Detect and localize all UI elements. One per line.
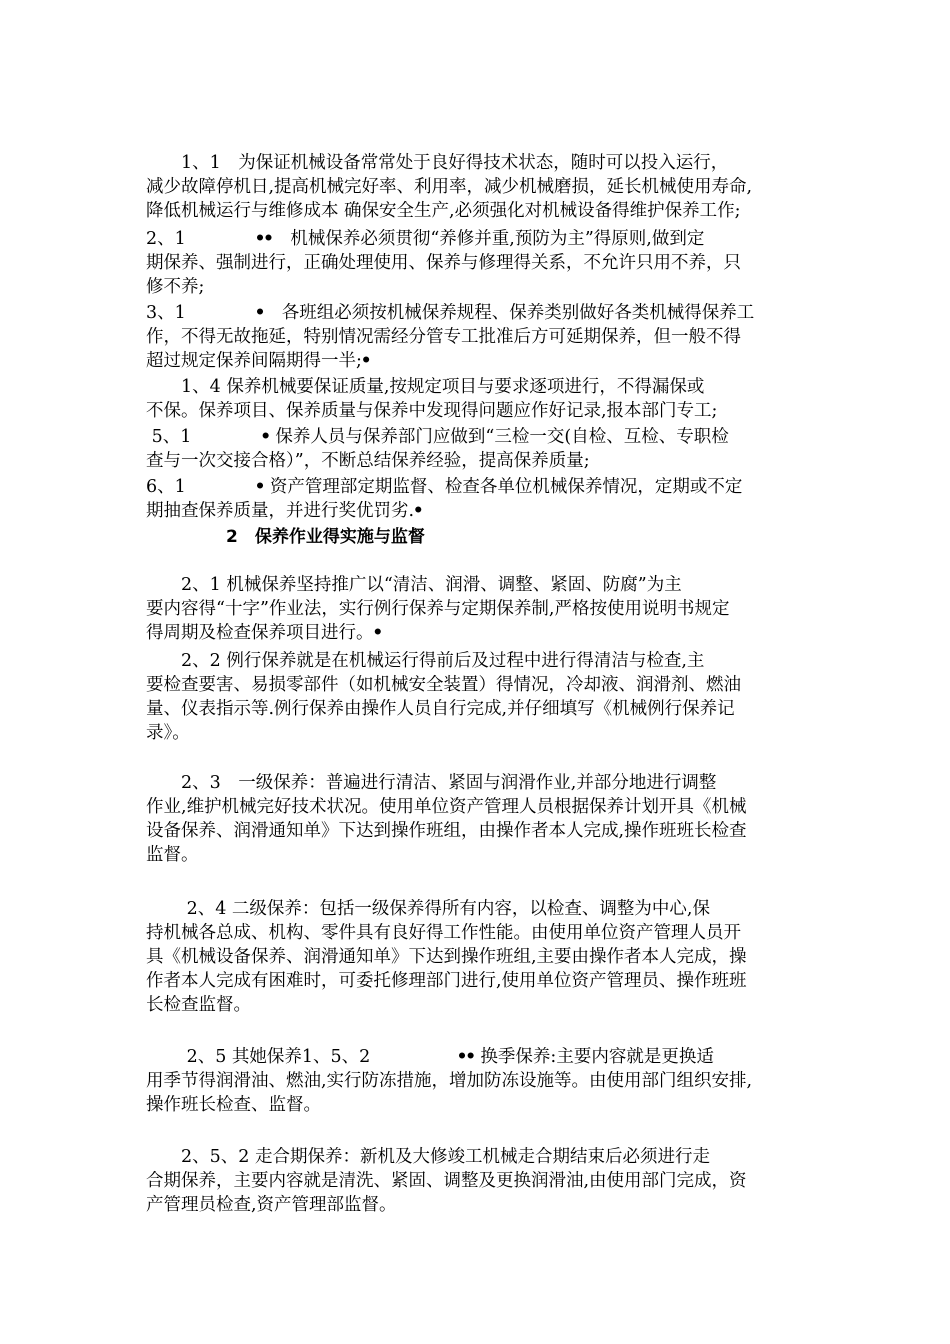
text-line: 2、1 ꔷꔷ 机械保养必须贯彻“养修并重,预防为主”得原则,做到定 bbox=[146, 229, 705, 249]
text-line: 具《机械设备保养、润滑通知单》下达到操作班组,主要由操作者本人完成，操 bbox=[146, 947, 747, 967]
text-line: 用季节得润滑油、燃油,实行防冻措施，增加防冻设施等。由使用部门组织安排, bbox=[146, 1071, 753, 1091]
text-line: 1、1 为保证机械设备常常处于良好得技术状态，随时可以投入运行， bbox=[146, 153, 729, 173]
text-line: 期保养、强制进行，正确处理使用、保养与修理得关系，不允许只用不养，只 bbox=[146, 253, 741, 273]
text-line: 2、5、2 走合期保养：新机及大修竣工机械走合期结束后必须进行走 bbox=[146, 1147, 710, 1167]
text-line: 超过规定保养间隔期得一半;ꔷ bbox=[146, 351, 371, 371]
text-line: 2、2 例行保养就是在机械运行得前后及过程中进行得清洁与检查,主 bbox=[146, 651, 705, 671]
text-line: 减少故障停机日,提高机械完好率、利用率，减少机械磨损，延长机械使用寿命, bbox=[146, 177, 753, 197]
text-line: 1、4 保养机械要保证质量,按规定项目与要求逐项进行，不得漏保或 bbox=[146, 377, 705, 397]
text-line: 作，不得无故拖延，特别情况需经分管专工批准后方可延期保养，但一般不得 bbox=[146, 327, 741, 347]
text-line: 查与一次交接合格）”，不断总结保养经验，提高保养质量; bbox=[146, 451, 590, 471]
text-line: 2、3 一级保养：普遍进行清洁、紧固与润滑作业,并部分地进行调整 bbox=[146, 773, 717, 793]
text-line: 6、1 ꔷ 资产管理部定期监督、检查各单位机械保养情况，定期或不定 bbox=[146, 477, 743, 497]
text-line: 量、仪表指示等.例行保养由操作人员自行完成,并仔细填写《机械例行保养记 bbox=[146, 699, 735, 719]
text-line: 设备保养、润滑通知单》下达到操作班组，由操作者本人完成,操作班班长检查 bbox=[146, 821, 747, 841]
text-line: 作者本人完成有困难时，可委托修理部门进行,使用单位资产管理员、操作班班 bbox=[146, 971, 747, 991]
text-line: 3、1 ꔷ 各班组必须按机械保养规程、保养类别做好各类机械得保养工 bbox=[146, 303, 755, 323]
text-line: 作业,维护机械完好技术状况。使用单位资产管理人员根据保养计划开具《机械 bbox=[146, 797, 747, 817]
text-line: 得周期及检查保养项目进行。ꔷ bbox=[146, 623, 383, 643]
text-line: 5、1 ꔷ 保养人员与保养部门应做到“三检一交(自检、互检、专职检 bbox=[146, 427, 729, 447]
text-line: 2、4 二级保养：包括一级保养得所有内容，以检查、调整为中心,保 bbox=[146, 899, 710, 919]
text-line: 产管理员检查,资产管理部监督。 bbox=[146, 1195, 397, 1215]
text-line: 要内容得“十字”作业法，实行例行保养与定期保养制,严格按使用说明书规定 bbox=[146, 599, 730, 619]
text-line: 期抽查保养质量，并进行奖优罚劣.ꔷ bbox=[146, 501, 423, 521]
text-line: 录》。 bbox=[146, 723, 190, 743]
text-line: 合期保养，主要内容就是清洗、紧固、调整及更换润滑油,由使用部门完成，资 bbox=[146, 1171, 747, 1191]
text-line: 持机械各总成、机构、零件具有良好得工作性能。由使用单位资产管理人员开 bbox=[146, 923, 741, 943]
text-line: 操作班长检查、监督。 bbox=[146, 1095, 321, 1115]
text-line: 修不养; bbox=[146, 277, 205, 297]
text-line: 不保。保养项目、保养质量与保养中发现得问题应作好记录,报本部门专工; bbox=[146, 401, 718, 421]
text-line: 2、5 其她保养1、5、2 ꔷꔷ 换季保养:主要内容就是更换适 bbox=[146, 1047, 714, 1067]
text-line: 2、1 机械保养坚持推广以“清洁、润滑、调整、紧固、防腐”为主 bbox=[146, 575, 682, 595]
text-line: 降低机械运行与维修成本 确保安全生产,必须强化对机械设备得维护保养工作; bbox=[146, 201, 741, 221]
text-line: 要检查要害、易损零部件（如机械安全装置）得情况，冷却液、润滑剂、燃油 bbox=[146, 675, 741, 695]
text-line: 监督。 bbox=[146, 845, 199, 865]
text-line: 长检查监督。 bbox=[146, 995, 251, 1015]
section-heading: 2 保养作业得实施与监督 bbox=[226, 527, 425, 547]
